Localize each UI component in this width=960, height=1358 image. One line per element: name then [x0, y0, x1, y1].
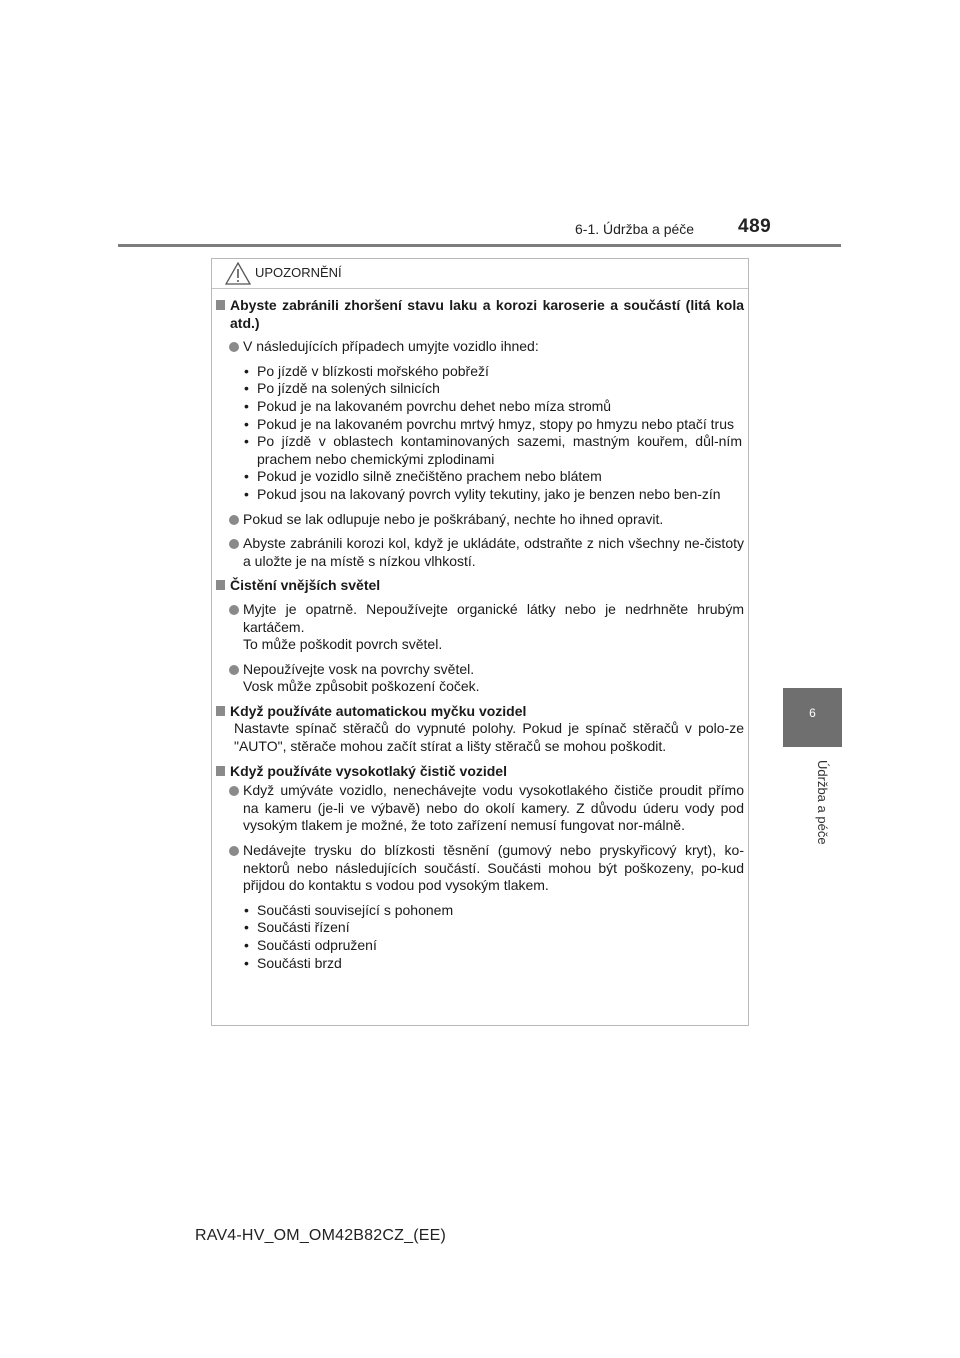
round-bullet-icon — [229, 665, 239, 675]
list-item: • Pokud je vozidlo silně znečištěno prachem nebo blátem — [212, 468, 750, 486]
paragraph-wiper-switch: Nastavte spínač stěračů do vypnuté polohy. Pokud je spínač stěračů v polo-ze "AUTO", stěrače mohou začít stírat a lišty stěračů se mohou poškodit. — [234, 720, 744, 755]
list-item: • Pokud je na lakovaném povrchu mrtvý hmyz, stopy po hmyzu nebo ptačí trus — [212, 416, 750, 434]
list-item: • Součásti odpružení — [212, 937, 750, 955]
warning-triangle-icon — [225, 261, 251, 285]
caution-box — [211, 258, 749, 1026]
footer-document-code: RAV4-HV_OM_OM42B82CZ_(EE) — [195, 1227, 446, 1244]
list-item: • Po jízdě v blízkosti mořského pobřeží — [212, 363, 750, 381]
round-bullet-icon — [229, 846, 239, 856]
square-bullet-icon — [216, 580, 225, 590]
caution-title: UPOZORNĚNÍ — [255, 265, 342, 280]
round-bullet-icon — [229, 342, 239, 352]
note-light-surface: To může poškodit povrch světel. — [243, 636, 443, 653]
section-heading-corrosion: Abyste zabránili zhoršení stavu laku a korozi karoserie a součástí (litá kola atd.) — [212, 297, 750, 332]
square-bullet-icon — [216, 766, 225, 776]
square-bullet-icon — [216, 300, 225, 310]
header-rule — [118, 244, 841, 247]
caution-content — [212, 297, 750, 979]
round-bullet-icon — [229, 786, 239, 796]
bullet-paint-repair: Pokud se lak odlupuje nebo je poškrábaný, nechte ho ihned opravit. — [212, 511, 750, 529]
sub-list-wash-cases — [212, 363, 750, 504]
chapter-tab — [783, 688, 842, 747]
header-section-title: 6-1. Údržba a péče — [575, 221, 695, 237]
bullet-camera-water: Když umýváte vozidlo, nenechávejte vodu vysokotlakého čističe proudit přímo na kameru (je-li ve výbavě) nebo do okolí kamery. Z důvodu úderu vody pod vysokým tlakem je možné, že toto zařízení nemusí fungovat nor-málně. — [212, 782, 750, 835]
bullet-nozzle-distance: Nedávejte trysku do blízkosti těsnění (gumový nebo pryskyřicový kryt), ko-nektorů nebo následujících součástí. Součásti mohou být poškozeny, po-kud přijdou do kontaktu s vodou pod vysokým tlakem. — [212, 842, 750, 895]
bullet-no-wax: Nepoužívejte vosk na povrchy světel. — [212, 661, 750, 679]
bullet-wash-immediately: V následujících případech umyjte vozidlo ihned: — [212, 338, 750, 356]
list-item: • Po jízdě na solených silnicích — [212, 380, 750, 398]
page-number: 489 — [738, 216, 772, 237]
section-heading-pressure-washer: Když používáte vysokotlaký čistič vozidel — [212, 763, 750, 781]
list-item: • Součásti související s pohonem — [212, 902, 750, 920]
list-item: • Po jízdě v oblastech kontaminovaných sazemi, mastným kouřem, důl-ním prachem nebo chemickými zplodinami — [212, 433, 750, 468]
round-bullet-icon — [229, 539, 239, 549]
square-bullet-icon — [216, 706, 225, 716]
round-bullet-icon — [229, 515, 239, 525]
bullet-wheel-storage: Abyste zabránili korozi kol, když je ukládáte, odstraňte z nich všechny ne-čistoty a uložte je na místě s nízkou vlhkostí. — [212, 535, 750, 570]
section-heading-car-wash: Když používáte automatickou myčku vozidel — [212, 703, 750, 721]
caution-header — [212, 259, 748, 289]
list-item: • Součásti brzd — [212, 955, 750, 973]
section-heading-lights: Čistění vnějších světel — [212, 577, 750, 595]
chapter-side-label: Údržba a péče — [815, 760, 830, 845]
list-item: • Pokud jsou na lakovaný povrch vylity tekutiny, jako je benzen nebo ben-zín — [212, 486, 750, 504]
sub-list-components — [212, 902, 750, 972]
list-item: • Součásti řízení — [212, 919, 750, 937]
bullet-wash-carefully: Myjte je opatrně. Nepoužívejte organické látky nebo je nedrhněte hrubým kartáčem. — [212, 601, 750, 636]
note-lens-damage: Vosk může způsobit poškození čoček. — [243, 678, 480, 695]
list-item: • Pokud je na lakovaném povrchu dehet nebo míza stromů — [212, 398, 750, 416]
chapter-tab-number: 6 — [809, 706, 816, 720]
round-bullet-icon — [229, 605, 239, 615]
